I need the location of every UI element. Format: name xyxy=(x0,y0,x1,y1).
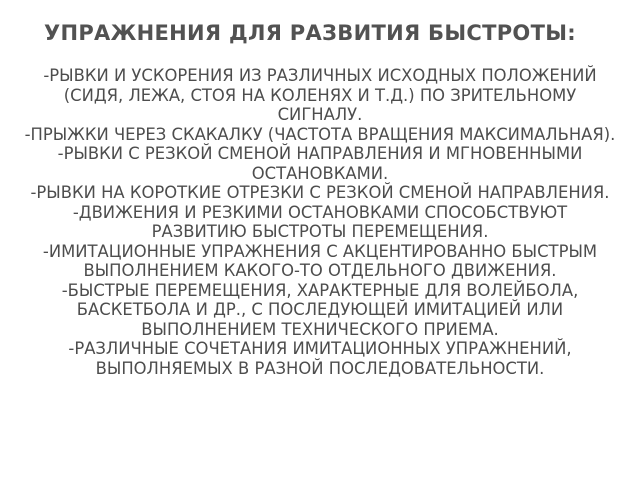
slide-title: УПРАЖНЕНИЯ ДЛЯ РАЗВИТИЯ БЫСТРОТЫ: xyxy=(44,21,576,45)
list-item: -ПРЫЖКИ ЧЕРЕЗ СКАКАЛКУ (ЧАСТОТА ВРАЩЕНИЯ МАКСИМАЛЬНАЯ). xyxy=(24,124,616,144)
list-item: -РАЗЛИЧНЫЕ СОЧЕТАНИЯ ИМИТАЦИОННЫХ УПРАЖНЕНИЙ, ВЫПОЛНЯЕМЫХ В РАЗНОЙ ПОСЛЕДОВАТЕЛЬНОСТИ. xyxy=(68,339,572,378)
list-item: -РЫВКИ С РЕЗКОЙ СМЕНОЙ НАПРАВЛЕНИЯ И МГНОВЕННЫМИ ОСТАНОВКАМИ. xyxy=(57,144,583,183)
exercise-list xyxy=(24,66,616,378)
list-item: -РЫВКИ И УСКОРЕНИЯ ИЗ РАЗЛИЧНЫХ ИСХОДНЫХ ПОЛОЖЕНИЙ (СИДЯ, ЛЕЖА, СТОЯ НА КОЛЕНЯХ И Т.Д.) ПО ЗРИТЕЛЬНОМУ СИГНАЛУ. xyxy=(43,66,597,124)
list-item: -ДВИЖЕНИЯ И РЕЗКИМИ ОСТАНОВКАМИ СПОСОБСТВУЮТ РАЗВИТИЮ БЫСТРОТЫ ПЕРЕМЕЩЕНИЯ. xyxy=(72,202,568,241)
list-item: -ИМИТАЦИОННЫЕ УПРАЖНЕНИЯ С АКЦЕНТИРОВАННО БЫСТРЫМ ВЫПОЛНЕНИЕМ КАКОГО-ТО ОТДЕЛЬНОГО ДВИЖЕНИЯ. xyxy=(42,241,598,280)
list-item: -БЫСТРЫЕ ПЕРЕМЕЩЕНИЯ, ХАРАКТЕРНЫЕ ДЛЯ ВОЛЕЙБОЛА, БАСКЕТБОЛА И ДР., С ПОСЛЕДУЮЩЕЙ ИМИТАЦИЕЙ ИЛИ ВЫПОЛНЕНИЕМ ТЕХНИЧЕСКОГО ПРИЕМА. xyxy=(61,280,579,339)
list-item: -РЫВКИ НА КОРОТКИЕ ОТРЕЗКИ С РЕЗКОЙ СМЕНОЙ НАПРАВЛЕНИЯ. xyxy=(30,183,610,202)
